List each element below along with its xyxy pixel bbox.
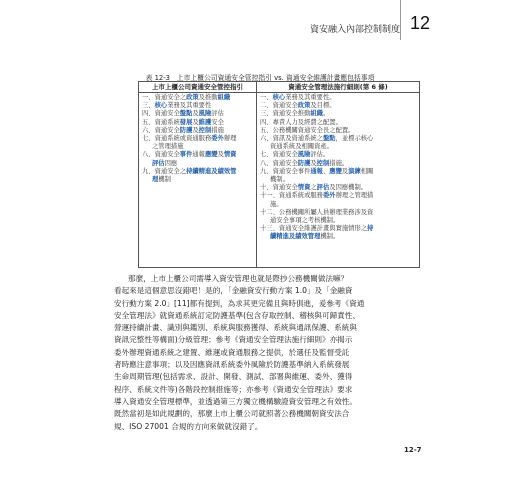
highlighted-keyword: 委外 xyxy=(322,192,336,200)
table-text: 。 xyxy=(322,110,330,118)
header-divider xyxy=(400,0,401,40)
highlighted-keyword: 盤點 xyxy=(322,135,336,143)
table-text: 十、資通安全 xyxy=(260,184,298,192)
table-text: 八、資通安全 xyxy=(142,151,180,159)
highlighted-keyword: 情資 xyxy=(297,184,311,192)
body-line: 營運持續計畫、識別與鑑別、系統與服務獲得、系統與通訊保護、系統與 xyxy=(114,323,357,333)
right-cell-line xyxy=(260,135,416,143)
highlighted-keyword: 組織 xyxy=(310,110,323,118)
table-header-left: 上市上櫃公司資通安全管控指引 xyxy=(139,82,257,92)
table-text: 及 xyxy=(310,159,317,167)
table-text: 及因應機制。 xyxy=(329,184,368,192)
table-text: 及 xyxy=(192,126,199,134)
chapter-number: 12 xyxy=(410,13,431,33)
left-cell-line xyxy=(142,168,253,176)
table-text: 七、資通系統或資通服務 xyxy=(142,135,212,143)
right-cell-line xyxy=(260,168,416,176)
highlighted-keyword: 組織 xyxy=(217,94,231,101)
table-caption: 表 12-3 上市上櫃公司資通安全管控指引 vs. 資通安全維護計畫應包括事項 xyxy=(145,74,375,82)
table-header-row xyxy=(139,82,419,93)
left-cell-line xyxy=(142,94,253,102)
chapter-title: 資安融入內部控制制度 xyxy=(309,25,400,35)
body-line: 那麼，上市上櫃公司需導入資安管理也就是際抄公務機關做法嘛？ xyxy=(128,274,349,283)
table-text: 及 xyxy=(341,167,349,175)
highlighted-keyword: 發展 xyxy=(179,118,193,126)
highlighted-keyword: 事件 xyxy=(179,151,193,159)
table-text: 及 xyxy=(192,118,199,126)
table-text: 之管理措施 xyxy=(152,143,184,151)
highlighted-keyword: 情資 xyxy=(223,151,237,159)
body-line: 者時應注意事項；以及因應資訊系統委外風險於防護基準納入系統發展 xyxy=(114,360,350,370)
highlighted-keyword: 政策 xyxy=(186,94,199,101)
table-text: 機制。 xyxy=(320,233,340,241)
table-text: ，並標示核心 xyxy=(335,135,374,143)
table-text: 九、資通安全之 xyxy=(142,167,187,175)
highlighted-keyword: 持續精進及績效管 xyxy=(186,167,237,175)
table-body-row xyxy=(139,93,419,267)
table-text: 辦理 xyxy=(223,135,237,143)
body-line: 委外辦理資通系統之建置、維運或資通服務之提供，於選任及監督受託 xyxy=(114,347,350,357)
highlighted-keyword: 持 xyxy=(367,225,374,233)
table-text: 之 xyxy=(310,184,317,192)
right-cell-line xyxy=(260,94,416,102)
highlighted-keyword: 風險 xyxy=(297,151,311,159)
right-cell-line xyxy=(260,151,416,159)
table-text: 及目標。 xyxy=(310,102,336,110)
table-text: 評估 xyxy=(211,110,224,118)
comparison-table xyxy=(138,81,420,268)
table-text: 通報 xyxy=(192,151,205,159)
right-cell-line xyxy=(260,192,416,200)
body-line: 生命周期管理(包括需求、設計、開發、測試、部署與維運、委外、獲得 xyxy=(114,372,353,382)
table-text: 一、資通安全之 xyxy=(142,94,187,101)
table-text: 及推動 xyxy=(198,94,218,101)
highlighted-keyword: 控制 xyxy=(198,126,212,134)
right-cell-line xyxy=(260,119,416,127)
right-cell-line xyxy=(260,201,416,209)
table-text: 施。 xyxy=(270,200,283,208)
highlighted-keyword: 委外 xyxy=(211,135,224,143)
table-text: 六、資通安全 xyxy=(142,126,180,134)
highlighted-keyword: 評估 xyxy=(316,184,330,192)
table-cell-right xyxy=(257,93,419,267)
highlighted-keyword: 續精進及績效管理 xyxy=(270,233,321,241)
table-text: 機制。 xyxy=(270,176,289,184)
table-text: 及 xyxy=(217,151,224,159)
highlighted-keyword: 政策 xyxy=(297,102,311,110)
highlighted-keyword: 演練 xyxy=(348,167,361,175)
table-text: 及 xyxy=(192,110,199,118)
table-text: 評估。 xyxy=(310,151,330,159)
right-cell-line xyxy=(260,110,416,118)
table-text: 七、資通安全 xyxy=(260,151,298,159)
body-paragraph xyxy=(114,273,420,433)
table-text: 資通系統及相關資產。 xyxy=(270,143,333,151)
table-text: 一、 xyxy=(260,94,273,101)
highlighted-keyword: 盤點 xyxy=(179,110,193,118)
right-cell-line xyxy=(260,209,416,217)
table-text: 二、資通安全 xyxy=(260,102,298,110)
body-line: 導入資通安全管理標準，並透過第三方獨立機構驗證資安管理之有效性。 xyxy=(114,396,357,406)
table-text: 三、 xyxy=(142,102,155,110)
table-text: 十三、資通安全維護計畫與實施情形之 xyxy=(260,225,368,233)
right-cell-line xyxy=(260,233,416,241)
table-text: 九、資通安全事件 xyxy=(260,167,311,175)
table-text: 三、資通安全推動 xyxy=(260,110,311,118)
highlighted-keyword: 核心 xyxy=(272,94,286,101)
highlighted-keyword: 防護 xyxy=(179,126,193,134)
table-text: 機制 xyxy=(158,176,171,184)
table-text: 十一、資通系統或服務 xyxy=(260,192,323,200)
left-cell-line xyxy=(142,119,253,127)
left-cell-line xyxy=(142,176,253,184)
table-text: 措施 xyxy=(211,126,224,134)
left-cell-line xyxy=(142,110,253,118)
body-line: 安行動方案 2.0」[11]都有提到，為求其更完備且與時俱進，爰參考《資通 xyxy=(114,298,365,308)
body-line: 資訊完整性等構面)分級管理；參考《資通安全管理法施行細則》亦揭示 xyxy=(114,335,353,345)
left-cell-line xyxy=(142,135,253,143)
table-text: 辦理之管理措 xyxy=(335,192,374,200)
table-text: 六、資訊及資通系統之 xyxy=(260,135,323,143)
table-text: 十二、公務機關所屬人員辦理業務涉及資 xyxy=(260,208,374,216)
page-number: 12-7 xyxy=(404,446,422,454)
table-text: 措施。 xyxy=(329,159,349,167)
table-text: 相關 xyxy=(360,167,374,175)
highlighted-keyword: 風險 xyxy=(198,110,212,118)
highlighted-keyword: 應變 xyxy=(329,167,342,175)
table-header-right: 資通安全管理法施行細則(第 6 條) xyxy=(288,83,388,91)
highlighted-keyword: 維護 xyxy=(198,118,212,126)
table-text: 四、資通安全 xyxy=(142,110,180,118)
table-text: 因應 xyxy=(164,159,178,167)
highlighted-keyword: 評估 xyxy=(152,159,165,167)
table-text: 業務及其重要性。 xyxy=(285,94,336,101)
right-cell-line xyxy=(260,160,416,168)
highlighted-keyword: 理 xyxy=(152,176,159,184)
right-cell-line xyxy=(260,176,416,184)
highlighted-keyword: 防護 xyxy=(297,159,311,167)
table-text: 通安全事項之考核機制。 xyxy=(270,217,340,225)
right-cell-line xyxy=(260,127,416,135)
body-line: 看起來是這個意思沒錯吧！是的，「金融資安行動方案 1.0」及「金融資 xyxy=(114,286,353,296)
table-text: 業務及其重要性 xyxy=(167,102,212,110)
table-text: 八、資通安全 xyxy=(260,159,298,167)
body-line: 既然當初是如此規劃的，那麼上市上櫃公司就照著公務機關朝資安法合 xyxy=(114,409,350,419)
highlighted-keyword: 應變 xyxy=(204,151,218,159)
table-cell-left xyxy=(139,93,257,267)
body-line: 安全管理法》就資通系統訂定防護基準(包含存取控制、稽核與可歸責性、 xyxy=(114,310,360,320)
body-line: 程序、系統文件等)各階段控制措施等；亦參考《資通安全管理法》要求 xyxy=(114,384,353,394)
highlighted-keyword: 控制 xyxy=(316,159,330,167)
highlighted-keyword: 通報 xyxy=(310,167,323,175)
body-line: 規、ISO 27001 合規的方向來做就沒錯了。 xyxy=(114,421,263,431)
left-cell-line xyxy=(142,151,253,159)
table-text: 、 xyxy=(322,167,330,175)
table-text: 五、公務機關資通安全長之配置。 xyxy=(260,126,355,134)
table-text: 安全 xyxy=(211,118,224,126)
left-cell-line xyxy=(142,127,253,135)
highlighted-keyword: 核心 xyxy=(154,102,168,110)
table-text: 四、專責人力及經費之配置。 xyxy=(260,118,342,126)
table-text: 五、資通系統 xyxy=(142,118,180,126)
left-cell-line xyxy=(142,160,253,168)
